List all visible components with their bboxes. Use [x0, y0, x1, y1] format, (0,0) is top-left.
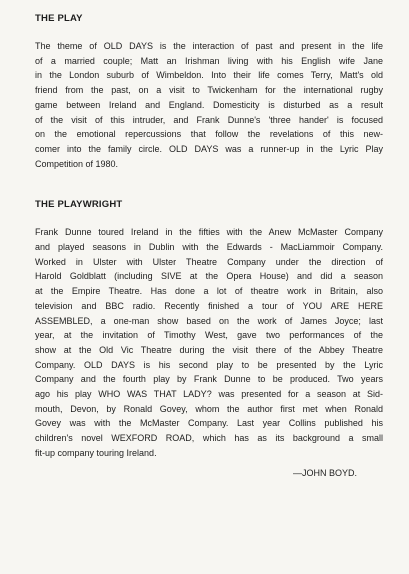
paragraph-line: of the visit of this intruder, and Frank Dunne's 'three hander' is focused	[35, 114, 383, 125]
section-the-play	[35, 12, 383, 171]
paragraph-line: fit-up company touring Ireland.	[35, 447, 157, 458]
paragraph-line: of a married couple; Matt an Irishman living with his English wife Jane	[35, 55, 383, 66]
paragraph-line: year, at the invitation of Timothy West, gave two performances of the	[35, 330, 383, 341]
paragraph-line: Frank Dunne toured Ireland in the fifties with the Anew McMaster Company	[35, 227, 383, 238]
paragraph-line: mouth, Devon, by Ronald Govey, whom the author first met when Ronald	[35, 403, 383, 414]
section-heading-the-play: THE PLAY	[35, 13, 83, 24]
paragraph-line: comer into the family circle. OLD DAYS was a runner-up in the Lyric Play	[35, 143, 383, 154]
paragraph-line: The theme of OLD DAYS is the interaction of past and present in the life	[35, 41, 383, 51]
paragraph-line: Govey was with the McMaster Company. Last year Collins published his	[35, 418, 383, 429]
paragraph-line: Competition of 1980.	[35, 158, 119, 169]
paragraph-line: television and BBC radio. Recently finished a tour of YOU ARE HERE	[35, 300, 383, 311]
paragraph-line: ASSEMBLED, a one-man show based on the work of James Joyce; last	[35, 315, 383, 326]
paragraph-line: on the emotional repercussions that follow the revelations of this new-	[35, 129, 383, 140]
paragraph-line: children's novel WEXFORD ROAD, which has as its background a small	[35, 433, 383, 444]
section-the-playwright	[35, 198, 383, 460]
paragraph-the-play	[35, 39, 383, 171]
paragraph-line: ago his play WHO WAS THAT LADY? was presented for a season at Sid-	[35, 389, 383, 400]
paragraph-line: in the London suburb of Wimbeldon. Into their life comes Terry, Matt's old	[35, 70, 383, 81]
paragraph-line: and played seasons in Dublin with the Edwards - MacLiammoir Company.	[35, 242, 383, 253]
paragraph-line: Worked in Ulster with Ulster Theatre Company under the direction of	[35, 256, 383, 267]
author-signature: —JOHN BOYD.	[292, 467, 357, 478]
paragraph-line: Company and the fourth play by Frank Dunne to be produced. Two years	[35, 374, 383, 385]
paragraph-line: friend from the past, on a visit to Twickenham for the international rugby	[35, 85, 383, 96]
paragraph-line: show at the Old Vic Theatre during the visit there of the Abbey Theatre	[35, 344, 383, 355]
paragraph-the-playwright	[35, 225, 383, 460]
paragraph-line: at the Empire Theatre. Has done a lot of theatre work in Britain, also	[35, 286, 383, 297]
paragraph-line: Company. OLD DAYS is his second play to be presented by the Lyric	[35, 359, 383, 370]
section-heading-the-playwright: THE PLAYWRIGHT	[35, 199, 123, 211]
paragraph-line: game between Ireland and England. Domesticity is disturbed as a result	[35, 99, 383, 110]
paragraph-line: Harold Goldblatt (including SIVE at the Opera House) and did a season	[35, 271, 383, 282]
